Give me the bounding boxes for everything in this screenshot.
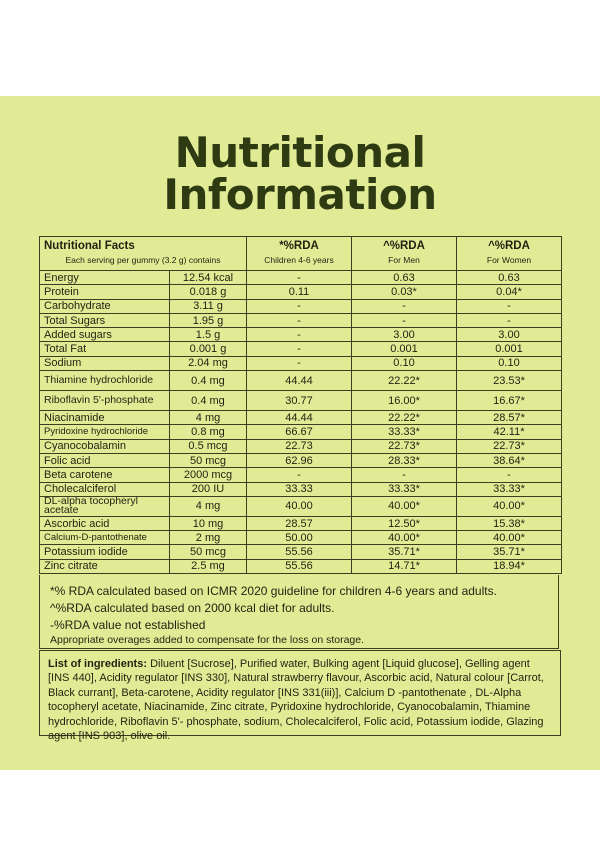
rda-women: 18.94*: [457, 559, 562, 573]
nutrient-amount: 200 IU: [170, 482, 247, 496]
table-row: [40, 545, 562, 559]
nutrient-name: Cyanocobalamin: [40, 439, 170, 453]
nutrient-name: Protein: [40, 285, 170, 299]
table-row: [40, 391, 562, 411]
ingredients-text: Diluent [Sucrose], Purified water, Bulking agent [Liquid glucose], Gelling agent [INS 440], Acidity regulator [INS 330], Natural strawberry flavour, Ascorbic acid, Natural colour [Carrot, Black currant], Beta-carotene, Acidity regulator [INS 331(iii)], Calcium D -pantothenate , DL-Alpha tocopheryl acetate, Niacinamide, Zinc citrate, Pyridoxine hydrochloride, Cyanocobalamin, Thiamine hydrochloride, Riboflavin 5'- phosphate, sodium, Cholecalciferol, Folic acid, Potassium iodide, Glazing agent [INS 903], olive oil.: [48, 658, 544, 743]
rda-men: 16.00*: [352, 391, 457, 411]
rda-women: 22.73*: [457, 439, 562, 453]
rda-children: -: [247, 356, 352, 370]
table-row: [40, 559, 562, 573]
nutrient-amount: 3.11 g: [170, 299, 247, 313]
nutrient-amount: 12.54 kcal: [170, 271, 247, 285]
nutrient-name: Pyridoxine hydrochloride: [40, 425, 170, 439]
nutrient-amount: 50 mcg: [170, 453, 247, 467]
rda-children: 0.11: [247, 285, 352, 299]
nutrient-name: Potassium iodide: [40, 545, 170, 559]
table-row: [40, 371, 562, 391]
rda-women: 0.63: [457, 271, 562, 285]
rda-women: 0.04*: [457, 285, 562, 299]
nutrient-name: Added sugars: [40, 328, 170, 342]
rda-men: 22.22*: [352, 371, 457, 391]
col-men-sub: For Men: [388, 255, 420, 265]
nutrient-amount: 1.95 g: [170, 313, 247, 327]
rda-women: 16.67*: [457, 391, 562, 411]
rda-children: -: [247, 271, 352, 285]
rda-women: 42.11*: [457, 425, 562, 439]
rda-men: 0.03*: [352, 285, 457, 299]
rda-children: -: [247, 299, 352, 313]
nutrient-amount: 0.001 g: [170, 342, 247, 356]
rda-men: 14.71*: [352, 559, 457, 573]
note-overages: Appropriate overages added to compensate for the loss on storage.: [50, 634, 365, 646]
nutrient-amount: 2000 mcg: [170, 468, 247, 482]
rda-children: 44.44: [247, 411, 352, 425]
rda-children: 55.56: [247, 545, 352, 559]
nutrient-name: Energy: [40, 271, 170, 285]
nutrient-name: Thiamine hydrochloride: [40, 371, 170, 391]
rda-men: 0.63: [352, 271, 457, 285]
rda-children: 22.73: [247, 439, 352, 453]
ingredients-box: [39, 650, 561, 743]
rda-women: 15.38*: [457, 516, 562, 530]
rda-children: 28.57: [247, 516, 352, 530]
table-row: [40, 313, 562, 327]
rda-women: 0.001: [457, 342, 562, 356]
nutrient-name: Calcium-D-pantothenate: [40, 531, 170, 545]
table-header-row: [40, 237, 562, 271]
nutrient-name: Niacinamide: [40, 411, 170, 425]
rda-women: 40.00*: [457, 496, 562, 516]
header-women: [457, 237, 562, 271]
table-row: [40, 496, 562, 516]
nutrient-amount: 0.5 mcg: [170, 439, 247, 453]
rda-women: -: [457, 299, 562, 313]
header-men: [352, 237, 457, 271]
nutrient-amount: 4 mg: [170, 496, 247, 516]
nutrient-amount: 1.5 g: [170, 328, 247, 342]
rda-notes: [39, 575, 559, 649]
rda-men: 22.73*: [352, 439, 457, 453]
rda-men: -: [352, 313, 457, 327]
col-women-sub: For Women: [486, 255, 532, 265]
nutrient-name: Cholecalciferol: [40, 482, 170, 496]
rda-men: 35.71*: [352, 545, 457, 559]
nutrient-amount: 50 mcg: [170, 545, 247, 559]
rda-children: -: [247, 468, 352, 482]
nutrient-name: Folic acid: [40, 453, 170, 467]
table-row: [40, 439, 562, 453]
table-row: [40, 271, 562, 285]
rda-women: 33.33*: [457, 482, 562, 496]
rda-men: 3.00: [352, 328, 457, 342]
table-row: [40, 468, 562, 482]
nutrition-table-body: [40, 271, 562, 574]
nutrient-name: Total Fat: [40, 342, 170, 356]
nutrient-amount: 4 mg: [170, 411, 247, 425]
table-row: [40, 516, 562, 530]
table-row: [40, 328, 562, 342]
rda-children: 50.00: [247, 531, 352, 545]
table-row: [40, 342, 562, 356]
header-facts: [40, 237, 247, 271]
nutrition-table: [39, 236, 562, 574]
serving-text: Each serving per gummy (3.2 g) contains: [65, 255, 221, 265]
rda-women: 28.57*: [457, 411, 562, 425]
rda-children: 30.77: [247, 391, 352, 411]
rda-women: -: [457, 313, 562, 327]
rda-children: 66.67: [247, 425, 352, 439]
nutrient-name: Carbohydrate: [40, 299, 170, 313]
nutrient-amount: 2.04 mg: [170, 356, 247, 370]
rda-children: -: [247, 313, 352, 327]
table-row: [40, 299, 562, 313]
rda-women: 23.53*: [457, 371, 562, 391]
title-line-1: Nutritional: [174, 128, 426, 177]
rda-children: -: [247, 342, 352, 356]
title-line-2: Information: [163, 170, 437, 219]
header-children: [247, 237, 352, 271]
rda-children: 55.56: [247, 559, 352, 573]
rda-women: 38.64*: [457, 453, 562, 467]
rda-children: 44.44: [247, 371, 352, 391]
nutrient-amount: 0.018 g: [170, 285, 247, 299]
nutrient-name: Total Sugars: [40, 313, 170, 327]
rda-men: -: [352, 299, 457, 313]
table-row: [40, 425, 562, 439]
rda-men: 40.00*: [352, 531, 457, 545]
nutrient-amount: 2 mg: [170, 531, 247, 545]
note-adults: ^%RDA calculated based on 2000 kcal diet for adults.: [50, 601, 335, 615]
rda-men: 22.22*: [352, 411, 457, 425]
table-row: [40, 453, 562, 467]
rda-men: 33.33*: [352, 482, 457, 496]
nutrient-name: Zinc citrate: [40, 559, 170, 573]
facts-label: Nutritional Facts: [44, 240, 135, 252]
rda-men: 0.001: [352, 342, 457, 356]
table-row: [40, 482, 562, 496]
nutrient-name: Beta carotene: [40, 468, 170, 482]
table-row: [40, 285, 562, 299]
table-row: [40, 411, 562, 425]
nutrient-amount: 0.8 mg: [170, 425, 247, 439]
note-not-established: -%RDA value not established: [50, 618, 206, 632]
rda-children: 62.96: [247, 453, 352, 467]
rda-women: 35.71*: [457, 545, 562, 559]
rda-men: 33.33*: [352, 425, 457, 439]
col-women-label: ^%RDA: [488, 240, 530, 252]
nutrient-amount: 10 mg: [170, 516, 247, 530]
rda-men: -: [352, 468, 457, 482]
nutrient-name: DL-alpha tocopheryl acetate: [40, 496, 170, 516]
rda-men: 0.10: [352, 356, 457, 370]
nutrient-name: Sodium: [40, 356, 170, 370]
rda-children: -: [247, 328, 352, 342]
nutrient-amount: 0.4 mg: [170, 391, 247, 411]
rda-women: 40.00*: [457, 531, 562, 545]
col-children-label: *%RDA: [279, 240, 319, 252]
rda-men: 40.00*: [352, 496, 457, 516]
col-children-sub: Children 4-6 years: [264, 255, 334, 265]
table-row: [40, 531, 562, 545]
rda-women: 3.00: [457, 328, 562, 342]
rda-women: 0.10: [457, 356, 562, 370]
ingredients-label: List of ingredients:: [48, 658, 147, 670]
rda-children: 33.33: [247, 482, 352, 496]
col-men-label: ^%RDA: [383, 240, 425, 252]
rda-men: 12.50*: [352, 516, 457, 530]
note-children: *% RDA calculated based on ICMR 2020 guideline for children 4-6 years and adults.: [50, 584, 497, 598]
rda-children: 40.00: [247, 496, 352, 516]
table-row: [40, 356, 562, 370]
nutrient-name: Riboflavin 5'-phosphate: [40, 391, 170, 411]
nutrient-name: Ascorbic acid: [40, 516, 170, 530]
rda-men: 28.33*: [352, 453, 457, 467]
rda-women: -: [457, 468, 562, 482]
nutrient-amount: 2.5 mg: [170, 559, 247, 573]
nutrient-amount: 0.4 mg: [170, 371, 247, 391]
